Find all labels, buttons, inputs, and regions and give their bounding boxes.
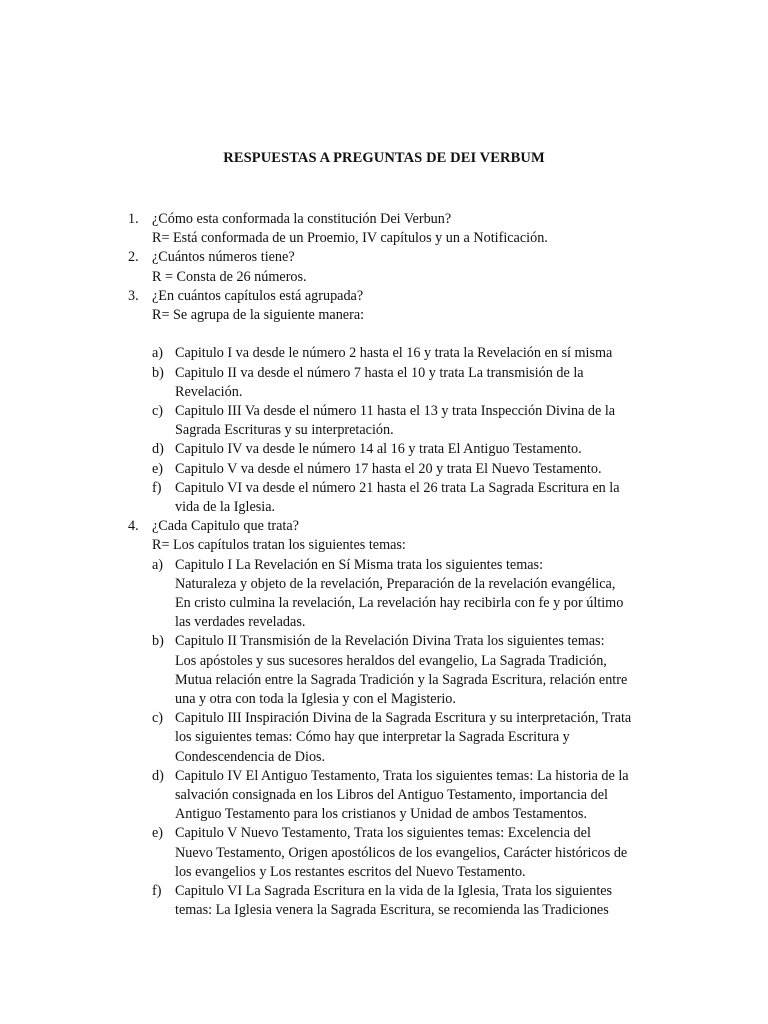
question-number: 2. — [128, 249, 139, 266]
list-item-text: Capitulo IV El Antiguo Testamento, Trata los siguientes temas: La historia de la — [175, 767, 629, 784]
list-item-letter: f) — [152, 479, 162, 496]
list-item-text: En cristo culmina la revelación, La revelación hay recibirla con fe y por último — [175, 595, 624, 611]
question-number: 1. — [128, 211, 139, 227]
list-item-text: Capitulo II va desde el número 7 hasta el 10 y trata La transmisión de la — [175, 364, 584, 381]
list-item-text: Capitulo V Nuevo Testamento, Trata los siguientes temas: Excelencia del — [175, 825, 591, 842]
question-text: ¿En cuántos capítulos está agrupada? — [152, 287, 364, 304]
question-number: 4. — [128, 518, 139, 535]
list-item-letter: c) — [152, 710, 164, 727]
list-item-text: Capitulo V va desde el número 17 hasta el 20 y trata El Nuevo Testamento. — [175, 460, 602, 477]
list-item-letter: d) — [152, 441, 164, 458]
list-item-letter: b) — [152, 364, 164, 381]
list-item-letter: e) — [152, 460, 164, 477]
list-item-text: Capitulo VI La Sagrada Escritura en la vida de la Iglesia, Trata los siguientes — [175, 883, 613, 899]
list-item-text: Los apóstoles y sus sucesores heraldos del evangelio, La Sagrada Tradición, — [175, 652, 607, 669]
list-item-text: las verdades reveladas. — [175, 614, 306, 631]
list-item-letter: f) — [152, 883, 162, 899]
answer-text: R= Está conformada de un Proemio, IV capítulos y un a Notificación. — [152, 230, 548, 247]
list-item-text: Revelación. — [175, 383, 243, 400]
list-item-text: los evangelios y Los restantes escritos del Nuevo Testamento. — [175, 863, 526, 880]
list-item-letter: a) — [152, 345, 164, 362]
list-item-letter: c) — [152, 403, 164, 419]
list-item-text: temas: La Iglesia venera la Sagrada Escritura, se recomienda las Tradiciones — [175, 902, 609, 919]
answer-text: R= Se agrupa de la siguiente manera: — [152, 307, 365, 323]
list-item-text: Mutua relación entre la Sagrada Tradición y la Sagrada Escritura, relación entre — [175, 671, 628, 688]
question-text: ¿Cómo esta conformada la constitución Dei Verbun? — [152, 211, 452, 227]
list-item-text: Capitulo III Inspiración Divina de la Sagrada Escritura y su interpretación, Trata — [175, 710, 632, 727]
answer-text: R = Consta de 26 números. — [152, 268, 307, 285]
list-item-text: los siguientes temas: Cómo hay que interpretar la Sagrada Escritura y — [175, 729, 570, 746]
question-text: ¿Cada Capitulo que trata? — [152, 518, 299, 535]
list-item-letter: b) — [152, 633, 164, 650]
list-item-letter: a) — [152, 556, 164, 573]
question-text: ¿Cuántos números tiene? — [152, 249, 295, 266]
document-title: RESPUESTAS A PREGUNTAS DE DEI VERBUM — [223, 150, 545, 166]
list-item-text: Capitulo IV va desde le número 14 al 16 y trata El Antiguo Testamento. — [175, 441, 582, 458]
list-item-text: Sagrada Escrituras y su interpretación. — [175, 422, 394, 439]
list-item-text: Condescendencia de Dios. — [175, 748, 326, 765]
list-item-text: Capitulo I La Revelación en Sí Misma trata los siguientes temas: — [175, 556, 544, 573]
list-item-text: Antiguo Testamento para los cristianos y Unidad de ambos Testamentos. — [175, 806, 588, 823]
list-item-text: vida de la Iglesia. — [175, 499, 276, 515]
list-item-text: Capitulo II Transmisión de la Revelación Divina Trata los siguientes temas: — [175, 633, 605, 650]
list-item-letter: d) — [152, 767, 164, 784]
list-item-text: Nuevo Testamento, Origen apostólicos de los evangelios, Carácter históricos de — [175, 844, 628, 861]
answer-text: R= Los capítulos tratan los siguientes temas: — [152, 537, 406, 554]
list-item-text: Capitulo I va desde le número 2 hasta el 16 y trata la Revelación en sí misma — [175, 345, 613, 362]
list-item-text: Naturaleza y objeto de la revelación, Preparación de la revelación evangélica, — [175, 575, 616, 592]
list-item-letter: e) — [152, 825, 164, 842]
list-item-text: salvación consignada en los Libros del Antiguo Testamento, importancia del — [175, 787, 608, 803]
list-item-text: Capitulo III Va desde el número 11 hasta el 13 y trata Inspección Divina de la — [175, 403, 616, 419]
list-item-text: una y otra con toda la Iglesia y con el Magisterio. — [175, 691, 456, 707]
question-number: 3. — [128, 287, 139, 304]
list-item-text: Capitulo VI va desde el número 21 hasta el 26 trata La Sagrada Escritura en la — [175, 479, 620, 496]
